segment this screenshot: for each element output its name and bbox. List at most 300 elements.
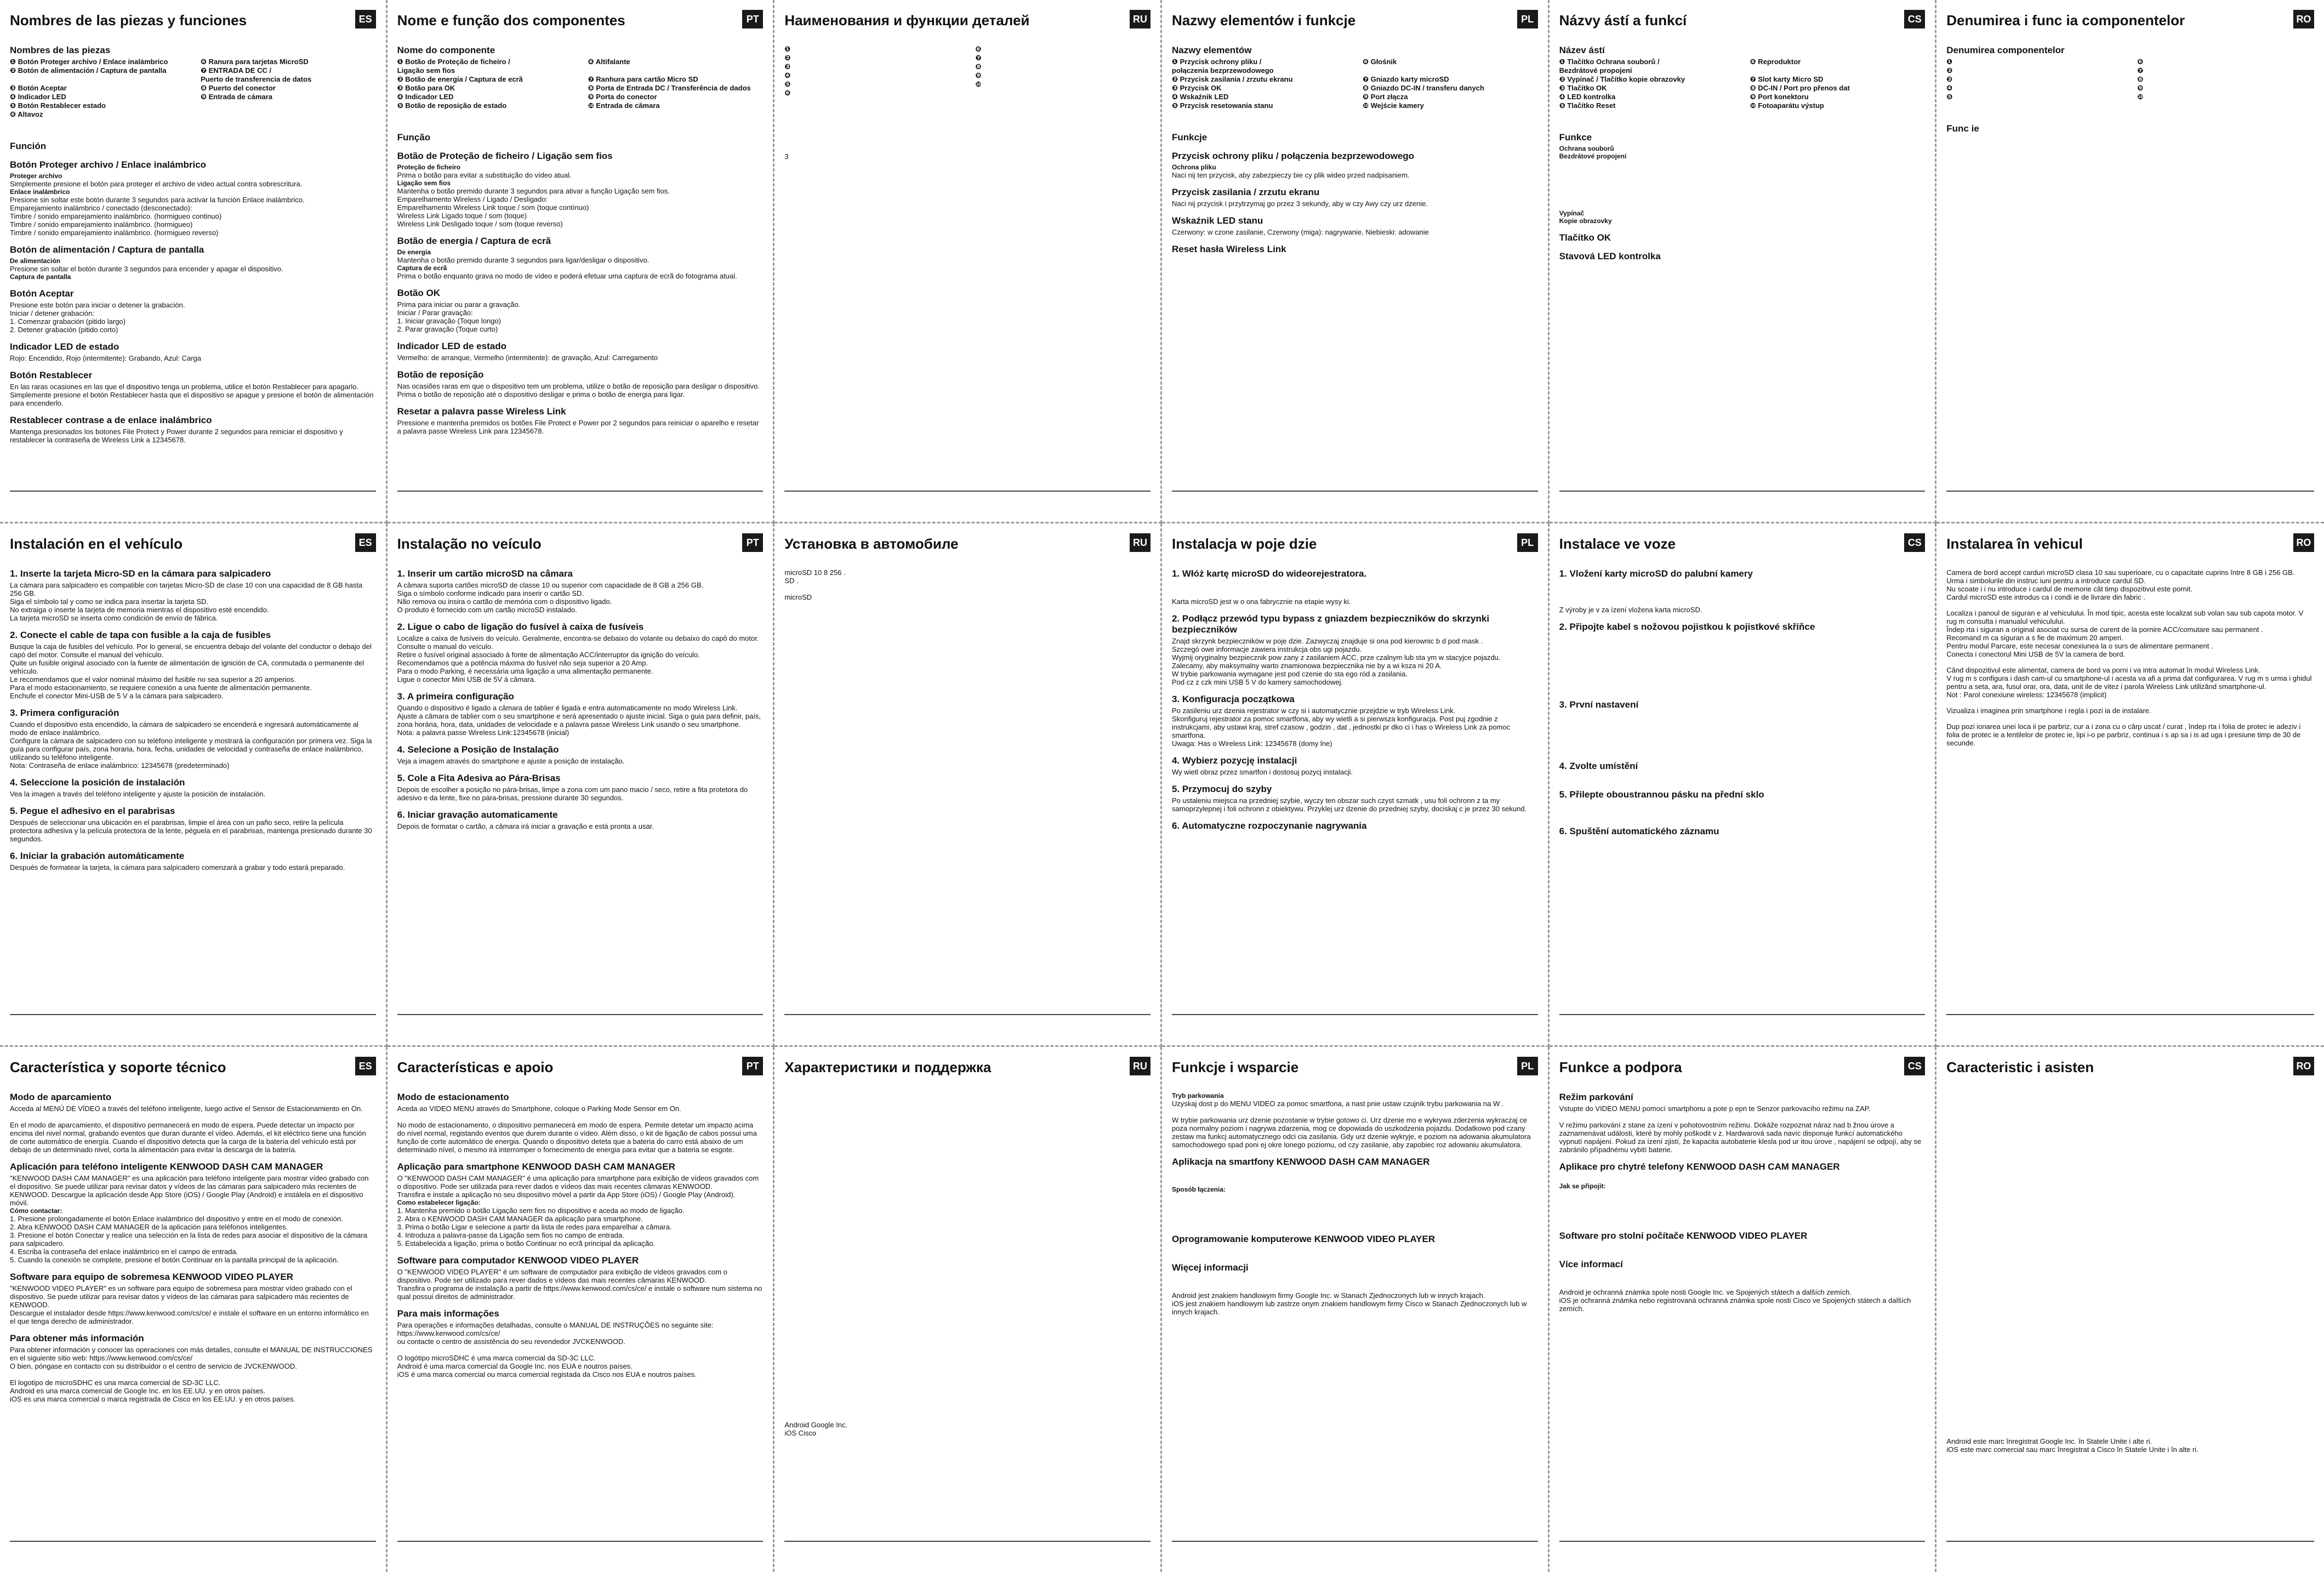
panel-title: Установка в автомобиле [784, 536, 959, 552]
body-text [1559, 634, 1926, 692]
body-text: Después de seleccionar una ubicación en el parabrisas, limpie el área con un paño seco, retire la película protectora adhesiva y la película protectora de la lente, péguela en el parabrisas, mantenga presionado durante 30 segundos. [10, 818, 372, 843]
panel-es-1 [0, 0, 388, 523]
panel-title: Nazwy elementów i funkcje [1171, 12, 1356, 29]
section-heading: Funkce [1559, 132, 1592, 143]
panel-ro-3 [1936, 1047, 2324, 1572]
body-text: Presione sin soltar el botón durante 3 segundos para encender y apagar el dispositivo. [10, 265, 283, 273]
part-name: ❺ [784, 80, 791, 88]
part-name: ❻ [975, 45, 982, 53]
section-heading: Software para computador KENWOOD VIDEO PLAYER [397, 1255, 639, 1266]
footer-rule [1559, 1014, 1926, 1015]
language-badge: RO [2293, 533, 2314, 552]
part-name: ❼ Gniazdo karty microSD [1362, 75, 1449, 83]
section-heading: Para obtener más información [10, 1333, 144, 1343]
section-heading: Indicador LED de estado [397, 341, 506, 351]
panel-title: Instalacja w poje dzie [1171, 536, 1317, 552]
part-name: ❹ LED kontrolka [1559, 93, 1616, 101]
footer-rule [784, 491, 1150, 492]
parts-list [1172, 58, 1538, 110]
footer-rule [1946, 1541, 2314, 1542]
part-name: ❶ Botão de Proteção de ficheiro / Ligação sem fios [397, 58, 510, 75]
language-badge: RO [2293, 1057, 2314, 1075]
part-name: ❻ Altavoz [10, 110, 43, 118]
part-name: ❷ Botón de alimentación / Captura de pantalla [10, 66, 167, 75]
section-heading: 4. Seleccione la posición de instalación [10, 777, 185, 788]
part-name: ❿ Entrada de câmara [588, 101, 660, 110]
section-heading: Software pro stolní počítače KENWOOD VIDEO PLAYER [1559, 1231, 1808, 1241]
footer-rule [10, 491, 376, 492]
body-text: En las raras ocasiones en las que el dispositivo tenga un problema, utilice el botón Restablecer para apagarlo. Simplemente presione el botón Restablecer hasta que el dispositivo se apague y presione el botón de alimentación para encenderlo. [10, 383, 374, 407]
section [784, 568, 1150, 601]
part-name: ❺ [1946, 93, 1953, 101]
part-name: ❶ Przycisk ochrony pliku / połączenia bezprzewodowego [1171, 58, 1274, 75]
body-text: Mantenha o botão premido durante 3 segundos para ligar/desligar o dispositivo. [397, 256, 650, 264]
body-text: Wy wietl obraz przez smartfon i dostosuj pozycj instalacji. [1171, 768, 1353, 776]
section [1172, 45, 1538, 110]
section [10, 630, 376, 700]
part-name: ❸ Botão para OK [397, 84, 455, 92]
section [1559, 826, 1926, 837]
footer-rule [1946, 491, 2314, 492]
body-text: Acceda al MENÚ DE VÍDEO a través del teléfono inteligente, luego active el Sensor de Estacionamiento en On. En el modo de aparcamiento, el dispositivo permanecerá en modo de espera. Puede detectar un impacto por encima del nivel normal, grabando eventos que duran durante el vídeo. Además, el kit eléctrico tiene una función de corte automático de energía. Cuando el dispositivo detecta que la carga de la batería del vehículo está por debajo de un determinado nivel, corta la alimentación para evitar la descarga de la batería. [10, 1104, 366, 1154]
part-name: ❽ [975, 62, 982, 71]
body-text [1559, 1174, 1926, 1182]
body-text: Camera de bord accept carduri microSD clasa 10 sau superioare, cu o capacitate cuprins între 8 GB i 256 GB. Urma i simbolurile din instruc iuni pentru a introduce cardul SD. Nu scoate i i nu introduce i cardul de memorie cât timp dispozitivul este pornit. Cardul microSD este introdus ca i condi ie de livrare din fabric . [1946, 568, 2295, 601]
section [10, 806, 376, 843]
body-text: Android jest znakiem handlowym firmy Google Inc. w Stanach Zjednoczonych lub w innych krajach. iOS jest znakiem handlowym lub zastrze onym znakiem handlowym firmy Cisco w Stanach Zjednoczonych lub w innych krajach. [1171, 1291, 1527, 1316]
part-name: ❹ Indicador LED [397, 93, 454, 101]
language-badge: ES [355, 1057, 376, 1075]
section [397, 773, 764, 802]
footer-rule [1946, 1014, 2314, 1015]
section-heading: 6. Automatyczne rozpoczynanie nagrywania [1171, 821, 1367, 831]
section [10, 244, 376, 281]
section [10, 341, 376, 362]
section-heading: 3. A primeira configuração [397, 691, 514, 702]
section-heading: Botón Aceptar [10, 288, 74, 299]
section [1172, 568, 1538, 606]
body-text: Znajd skrzynk bezpieczników w poje dzie. Zazwyczaj znajduje si ona pod kierownic b d pod mask . Szczegó owe informacje zawiera instrukcja obs ugi pojazdu. Wyjmij oryginalny bezpiecznik pow zany z zasilaniem ACC, prze czalnym lub sta ym w stacyjce pojazdu. Zalecamy, aby maksymalny warto znamionowa bezpiecznika nie by a wi ksza ni 20 A. W trybie parkowania wymagane jest pod czenie do sta ego ród a zasilania. Pod cz z czk mini USB 5 V do kamery samochodowej. [1171, 637, 1501, 686]
body-text: Después de formatear la tarjeta, la cámara para salpicadero comenzará a grabar y todo estará preparado. [10, 863, 345, 872]
section-heading: Aplikacja na smartfony KENWOOD DASH CAM MANAGER [1171, 1157, 1430, 1167]
section [10, 1161, 376, 1264]
body-text: Vea la imagen a través del teléfono inteligente y ajuste la posición de instalación. [10, 790, 266, 798]
language-badge: CS [1904, 533, 1925, 552]
section-heading: Aplicação para smartphone KENWOOD DASH CAM MANAGER [397, 1161, 675, 1172]
section-heading: Nome do componente [397, 45, 495, 55]
section [1172, 187, 1538, 208]
body-text: "KENWOOD DASH CAM MANAGER" es una aplicación para teléfono inteligente para mostrar vídeo grabado con el dispositivo. Se puede utilizar para revisar datos y vídeos de las cámaras para salpicadero más recientes de KENWOOD. Descargue la aplicación desde App Store (iOS) / Google Play (Android) e instálela en el dispositivo móvil. [10, 1174, 369, 1207]
part-name: ❺ Botón Restablecer estado [10, 101, 106, 110]
body-text: Para obtener información y conocer las operaciones con más detalles, consulte el MANUAL DE INSTRUCCIONES en el siguiente sitio web: https://www.kenwood.com/cs/ce/ O bien, póngase en contacto con su distribuidor o el centro de servicio de JVCKENWOOD. El logotipo de microSDHC es una marca comercial de SD-3C LLC. Android es una marca comercial de Google Inc. en los EE.UU. y en otros países. iOS es una marca comercial o marca registrada de Cisco en los EE.UU. y en otros países. [10, 1346, 373, 1403]
section-heading: 5. Cole a Fita Adesiva ao Pára-Brisas [397, 773, 561, 783]
section-heading: Modo de aparcamiento [10, 1092, 112, 1102]
section-heading: Wskaźnik LED stanu [1171, 215, 1263, 226]
part-name: ❿ Fotoaparátu výstup [1750, 101, 1824, 110]
part-name: ❼ ENTRADA DE CC / Puerto de transferencia de datos [201, 66, 312, 83]
section-heading: Botón de alimentación / Captura de pantalla [10, 244, 204, 255]
panel-ro-1 [1936, 0, 2324, 523]
panel-ru-1 [774, 0, 1162, 523]
section-heading: Botón Proteger archivo / Enlace inalámbrico [10, 160, 207, 170]
language-badge: RU [1130, 10, 1150, 29]
body-text: Karta microSD jest w o ona fabrycznie na etapie wysy ki. [1171, 597, 1351, 606]
body-text: 3 [784, 152, 789, 161]
section [1559, 45, 1926, 110]
body-text [1559, 773, 1926, 782]
section-heading: 4. Selecione a Posição de Instalação [397, 744, 559, 755]
body-text: Când dispozitivul este alimentat, camera de bord va porni i va intra automat în modul Wireless Link. V rug m s configura i dash cam-ul cu smartphone-ul i acesta va afi a prima dat configurarea. V rug m s urma i ghidul pentru a seta, ara, fusul orar, ora, data, unit ile de vitez i parola Wireless Link utilizând smartphone-ul. Not : Parol conexiune wireless: 12345678 (implicit) [1946, 666, 2312, 699]
body-text: La cámara para salpicadero es compatible con tarjetas Micro-SD de clase 10 con una capacidad de 8 GB hasta 256 GB. Siga el símbolo tal y como se indica para insertar la tarjeta SD. No extraiga o inserte la tarjeta de memoria mientras el dispositivo esté encendido. La tarjeta microSD se inserta como condición de envío de fábrica. [10, 581, 363, 622]
part-name: ❾ Entrada de cámara [201, 93, 272, 101]
part-name: ❻ Głośnik [1362, 58, 1397, 66]
body-text: A câmara suporta cartões microSD de classe 10 ou superior com capacidade de 8 GB a 256 GB. Siga o símbolo conforme indicado para inserir o cartão SD. Não remova ou insira o cartão de memória com o dispositivo ligado. O produto é fornecido com um cartão microSD instalado. [397, 581, 704, 614]
section [397, 341, 764, 362]
section [397, 369, 764, 398]
section [1559, 622, 1926, 692]
parts-list [397, 58, 764, 110]
section [1559, 232, 1926, 243]
section-heading: Název ástí [1559, 45, 1605, 55]
panel-ru-3 [774, 1047, 1162, 1572]
panel-title: Instalación en el vehículo [10, 536, 183, 552]
section [1559, 789, 1926, 818]
body-text: Po ustaleniu miejsca na przedniej szybie, wyczy ten obszar such czyst szmatk , usu foli ochronn z ta my samoprzylepnej i foli ochronn z obiektywu. Przyklej urz dzenie do przedniej szyby, dociskaj c je przez 30 sekund. [1171, 796, 1527, 813]
part-name: ❹ [1946, 84, 1953, 92]
section [1172, 821, 1538, 831]
language-badge: RU [1130, 533, 1150, 552]
section-heading: 1. Vložení karty microSD do palubní kamery [1559, 568, 1753, 579]
section [1172, 694, 1538, 748]
section [784, 1092, 1150, 1437]
section [1172, 784, 1538, 813]
panel-ru-2 [774, 523, 1162, 1047]
part-name: ❸ Przycisk OK [1171, 84, 1222, 92]
language-badge: PT [742, 1057, 763, 1075]
section [1559, 1092, 1926, 1154]
subheading: Captura de ecrã [397, 264, 447, 272]
language-badge: PT [742, 533, 763, 552]
section [397, 288, 764, 333]
section [397, 1092, 764, 1154]
body-text [1172, 1246, 1538, 1255]
panel-title: Caracteristic i asisten [1946, 1059, 2094, 1075]
subheading: Captura de pantalla [10, 273, 71, 281]
body-text: 1. Mantenha premido o botão Ligação sem fios no dispositivo e aceda ao modo de ligação. 2. Abra o KENWOOD DASH CAM MANAGER da aplicação para smartphone. 3. Prima o botão Ligar e selecione a partir da lista de redes para emparelhar a câmara. 4. Introduza a palavra-passe da Ligação sem fios no campo de entrada. 5. Estabelecida a ligação, prima o botão Continuar no ecrã principal da aplicação. [397, 1206, 685, 1248]
panel-pl-1 [1162, 0, 1550, 523]
body-text: Android este marc înregistrat Google Inc. în Statele Unite i alte ri. iOS este marc comercial sau marc înregistrat a Cisco în Statele Unite i în alte ri. [1946, 1437, 2198, 1454]
section-heading: Nazwy elementów [1171, 45, 1252, 55]
subheading: Ochrana souborů [1559, 145, 1614, 152]
section-heading: Reset hasła Wireless Link [1171, 244, 1286, 254]
body-text: Naci nij ten przycisk, aby zabezpieczy bie cy plik wideo przed nadpisaniem. [1171, 171, 1410, 179]
part-name: ❽ [2137, 75, 2144, 83]
section-heading: Función [10, 141, 47, 151]
body-text: Prima o botão para evitar a substituição do vídeo atual. [397, 171, 572, 179]
part-name: ❻ Ranura para tarjetas MicroSD [201, 58, 309, 66]
body-text: "KENWOOD VIDEO PLAYER" es un software para equipo de sobremesa para mostrar vídeo grabado con el dispositivo. Se puede utilizar para revisar datos y vídeos de las cámaras para salpicadero más recientes de KENWOOD. Descargue el instalador desde https://www.kenwood.com/cs/ce/ e instale el software en un entorno informático en el que tenga derecho de administrador. [10, 1284, 369, 1325]
panel-title: Funkcje i wsparcie [1171, 1059, 1299, 1075]
panel-ro-2 [1936, 523, 2324, 1047]
section [1559, 1161, 1926, 1223]
section-heading: 4. Zvolte umístění [1559, 761, 1638, 771]
part-name: ❽ DC-IN / Port pro přenos dat [1750, 84, 1850, 92]
section [397, 1161, 764, 1248]
section [10, 1092, 376, 1154]
footer-rule [1172, 1541, 1538, 1542]
body-text: Android je ochranná známka spole nosti Google Inc. ve Spojených státech a dalších zemích. iOS je ochranná známka nebo registrovaná ochranná známka spole nosti Cisco ve Spojených státech a dalších zemích. [1559, 1288, 1911, 1313]
language-badge: CS [1904, 10, 1925, 29]
section [1559, 699, 1926, 753]
footer-rule [784, 1541, 1150, 1542]
part-name: ❺ Botão de reposição de estado [397, 101, 507, 110]
footer-rule [1172, 1014, 1538, 1015]
panel-title: Denumirea i func ia componentelor [1946, 12, 2185, 29]
body-text: Po zasileniu urz dzenia rejestrator w czy si i automatycznie przejdzie w tryb Wireless Link. Skonfiguruj rejestrator za pomoc smartfona, aby wy wietli a si pierwsza konfiguracja. Post puj zgodnie z instrukcjami, aby ustawi kraj, stref czasow , godzin , dat , jednostki pr dko ci i has o Wireless Link za pomoc smartfona. Uwaga: Has o Wireless Link: 12345678 (domy lne) [1171, 707, 1510, 748]
section-heading: Restablecer contrase a de enlace inalámbrico [10, 415, 212, 425]
body-text: 1. Presione prolongadamente el botón Enlace inalámbrico del dispositivo y entre en el modo de conexión. 2. Abra KENWOOD DASH CAM MANAGER de la aplicación para teléfonos inteligentes. 3. Presione el botón Conectar y realice una selección en la lista de redes para asociar el dispositivo de la cámara para salpicadero. 4. Escriba la contraseña del enlace inalámbrico en el campo de entrada. 5. Cuando la conexión se complete, presione el botón Continuar en la pantalla principal de la aplicación. [10, 1215, 367, 1264]
body-text: O "KENWOOD VIDEO PLAYER" é um software de computador para exibição de vídeos gravados com o dispositivo. Pode ser utilizado para rever dados e vídeos das mais recentes câmaras KENWOOD. Transfira o programa de instalação a partir de https://www.kenwood.com/cs/ce/ e instale o software num sistema no qual possui direitos de administrador. [397, 1268, 762, 1301]
section [1946, 722, 2314, 747]
panel-cs-1 [1550, 0, 1937, 523]
language-badge: PL [1517, 1057, 1538, 1075]
language-badge: ES [355, 10, 376, 29]
footer-rule [397, 1541, 764, 1542]
subheading: Ochrona pliku [1171, 163, 1216, 171]
part-name: ❻ [2137, 58, 2144, 66]
part-name: ❷ [784, 54, 791, 62]
part-name: ❼ Slot karty Micro SD [1750, 75, 1824, 83]
body-text: Quando o dispositivo é ligado a câmara de tablier é ligada e entra automaticamente no modo Wireless Link. Ajuste a câmara de tablier com o seu smartphone e será apresentado o ajuste inicial. Siga o guia para definir, país, zona horária, hora, data, unidades de velocidade e a palavra passe Wireless Link usando o seu smartphone. Nota: a palavra passe Wireless Link:12345678 (inicial) [397, 704, 761, 737]
footer-rule [397, 491, 764, 492]
part-name: ❶ Tlačítko Ochrana souborů / Bezdrátové propojení [1559, 58, 1660, 75]
section [10, 141, 376, 152]
body-text: Mantenga presionados los botones File Protect y Power durante 2 segundos para reiniciar el dispositivo y restablecer la contraseña de Wireless Link a 12345678. [10, 428, 343, 444]
panel-pt-2 [388, 523, 775, 1047]
section-heading: Více informací [1559, 1259, 1623, 1269]
body-text: Para operações e informações detalhadas, consulte o MANUAL DE INSTRUÇÕES no seguinte site: https://www.kenwood.com/cs/ce/ ou contacte o centro de assistência do seu revendedor JVCKENWOOD. O logótipo microSDHC é uma marca comercial da SD-3C LLC. Android é uma marca comercial da Google Inc. nos EUA e noutros países. iOS é uma marca comercial ou marca comercial registada da Cisco nos EUA e noutros países. [397, 1321, 714, 1379]
subheading: Tryb parkowania [1171, 1092, 1224, 1100]
section-heading: Aplikace pro chytré telefony KENWOOD DASH CAM MANAGER [1559, 1161, 1840, 1172]
language-badge: CS [1904, 1057, 1925, 1075]
part-name [201, 110, 376, 119]
section-heading: 6. Iniciar la grabación automáticamente [10, 851, 185, 861]
body-text: Czerwony: w czone zasilanie, Czerwony (miga): nagrywanie, Niebieski: adowanie [1171, 228, 1429, 236]
parts-list [10, 58, 376, 119]
language-badge: PT [742, 10, 763, 29]
section [1172, 755, 1538, 776]
part-name: ❿ Wejście kamery [1362, 101, 1424, 110]
body-text: Veja a imagem através do smartphone e ajuste a posição de instalação. [397, 757, 625, 765]
body-text [1172, 1193, 1538, 1226]
body-text: Aceda ao VIDEO MENU através do Smartphone, coloque o Parking Mode Sensor em On. No modo de estacionamento, o dispositivo permanecerá em modo de espera. Permite detetar um impacto acima do nível normal, registando eventos que durem durante o vídeo. Além disso, o kit de ligação de cabos possui uma função de corte automático de energia. Quando o dispositivo deteta que a bateria do carro está abaixo de um determinado nível, o mesmo irá interromper o fornecimento de energia para evitar que a bateria se esgote. [397, 1104, 757, 1154]
section [1172, 1262, 1538, 1316]
part-name: ❻ Altifalante [588, 58, 630, 66]
language-badge: RU [1130, 1057, 1150, 1075]
section-heading: Przycisk ochrony pliku / połączenia bezprzewodowego [1171, 151, 1415, 161]
section [10, 45, 376, 119]
section [784, 119, 1150, 161]
subheading: Proteger archivo [10, 172, 62, 180]
body-text: Uzyskaj dost p do MENU VIDEO za pomoc smartfona, a nast pnie ustaw czujnik trybu parkowania na W . W trybie parkowania urz dzenie pozostanie w trybie gotowo ci. Urz dzenie mo e wykrywa zderzenia wykraczaj ce poza normalny poziom i nagrywa zdarzenia, mog ce dopowiada do uszkodzenia pojazdu. Dodatkowo pod czany zestaw ma funkcj automatycznego odci cia zasilania. Gdy urz dzenie wykryje, e poziom na adowania akumulatora samochodowego spad poni ej okre lonego poziomu, od czy zasilanie, aby zapobiec roz adowaniu akumulatora. [1171, 1100, 1531, 1149]
section-heading: Resetar a palavra passe Wireless Link [397, 406, 566, 417]
body-text: Prima o botão enquanto grava no modo de vídeo e poderá efetuar uma captura de ecrã do fotograma atual. [397, 272, 737, 280]
panel-title: Instalarea în vehicul [1946, 536, 2083, 552]
body-text: Android Google Inc. iOS Cisco [784, 1421, 848, 1437]
panel-title: Názvy ástí a funkcí [1559, 12, 1687, 29]
parts-list [784, 45, 1150, 98]
panel-pt-1 [388, 0, 775, 523]
section-heading: Nombres de las piezas [10, 45, 111, 55]
section [10, 1272, 376, 1325]
section [1946, 707, 2314, 715]
language-badge: RO [2293, 10, 2314, 29]
part-name: ❼ [2137, 66, 2144, 75]
body-text: Z výroby je v za ízení vložena karta microSD. [1559, 606, 1702, 614]
panel-pt-3 [388, 1047, 775, 1572]
part-name: ❹ Wskaźnik LED [1171, 93, 1229, 101]
section [1172, 151, 1538, 179]
footer-rule [784, 1014, 1150, 1015]
subheading: Sposób łączenia: [1171, 1186, 1226, 1193]
body-text [1172, 1169, 1538, 1186]
body-text: Simplemente presione el botón para proteger el archivo de video actual contra sobrescritura. [10, 180, 303, 188]
body-text: Depois de escolher a posição no pára-brisas, limpe a zona com um pano macio / seco, retire a fita protetora do adesivo e da lente, fixe no pára-brisas, pressione durante 30 segundos. [397, 785, 748, 802]
section [1946, 1092, 2314, 1454]
section-heading: Oprogramowanie komputerowe KENWOOD VIDEO PLAYER [1171, 1234, 1436, 1244]
section [10, 288, 376, 334]
subheading: Jak se připojit: [1559, 1182, 1606, 1190]
part-name: ❶ [784, 45, 791, 53]
section-heading: 2. Připojte kabel s nožovou pojistkou k pojistkové skříňce [1559, 622, 1815, 632]
panel-es-2 [0, 523, 388, 1047]
footer-rule [10, 1014, 376, 1015]
section-heading: Software para equipo de sobremesa KENWOOD VIDEO PLAYER [10, 1272, 294, 1282]
body-text [1559, 160, 1926, 209]
part-name: ❾ Port konektoru [1750, 93, 1809, 101]
body-text: Vstupte do VIDEO MENU pomocí smartphonu a pote p epn te Senzor parkovacího režimu na ZAP. V režimu parkování z stane za ízení v pohotovostním režimu. Dokáže rozpoznat náraz nad b žnou úrove a zaznamenávat události, které by mohly poškodit v z. Hardwarová sada navíc disponuje funkcí automatického vypnutí napájení. Pokud za ízení zjistí, že kapacita autobaterie klesla pod ur itou úrove , napájení se odpojí, aby se zabránilo případnému vybití baterie. [1559, 1104, 1922, 1154]
panel-title: Característica y soporte técnico [10, 1059, 226, 1075]
subheading: Vypínač [1559, 209, 1585, 217]
panel-title: Instalação no veículo [397, 536, 542, 552]
section-heading: 3. První nastavení [1559, 699, 1639, 710]
section [1172, 1092, 1538, 1149]
body-text [1559, 1190, 1926, 1223]
section-heading: Indicador LED de estado [10, 341, 119, 352]
subheading: De alimentación [10, 257, 61, 265]
footer-rule [10, 1541, 376, 1542]
section [1559, 761, 1926, 782]
section [10, 708, 376, 770]
section-heading: 2. Ligue o cabo de ligação do fusível à caixa de fusíveis [397, 622, 644, 632]
part-name: ❶ Botón Proteger archivo / Enlace inalámbrico [10, 58, 168, 66]
section [397, 810, 764, 830]
section [1946, 45, 2314, 101]
section [397, 236, 764, 280]
section [397, 691, 764, 737]
section [10, 777, 376, 798]
subheading: De energia [397, 248, 431, 256]
part-name: ❸ [784, 62, 791, 71]
section [10, 851, 376, 872]
section [1559, 251, 1926, 262]
part-name: ❿ [2137, 93, 2144, 101]
subheading: Cómo contactar: [10, 1207, 62, 1215]
body-text: Mantenha o botão premido durante 3 segundos para ativar a função Ligação sem fios. Emparelhamento Wireless / Ligado / Desligado: Emparelhamento Wireless Link toque / som (toque contínuo) Wireless Link Ligado toque / som (toque) Wireless Link Desligado toque / som (toque reverso) [397, 187, 670, 228]
subheading: Proteção de ficheiro [397, 163, 461, 171]
section-heading: Więcej informacji [1171, 1262, 1249, 1273]
section [397, 744, 764, 765]
language-badge: PL [1517, 10, 1538, 29]
section [1559, 132, 1926, 225]
section-heading: Stavová LED kontrolka [1559, 251, 1661, 261]
section [1172, 1234, 1538, 1255]
section-heading: Botón Restablecer [10, 370, 93, 380]
body-text [1559, 802, 1926, 818]
section [1559, 568, 1926, 614]
language-badge: PL [1517, 533, 1538, 552]
part-name: ❷ Przycisk zasilania / zrzutu ekranu [1171, 75, 1293, 83]
section [10, 160, 376, 237]
panel-title: Nome e função dos componentes [397, 12, 625, 29]
part-name: ❿ [975, 80, 982, 88]
body-text: Pressione e mantenha premidos os botões File Protect e Power por 2 segundos para reiniciar o aparelho e resetar a palavra passe Wireless Link para 12345678. [397, 419, 759, 435]
part-name: ❹ Indicador LED [10, 93, 66, 101]
section [10, 568, 376, 622]
part-name: ❾ [975, 71, 982, 79]
subheading: Ligação sem fios [397, 179, 451, 187]
section-heading: Func ie [1946, 123, 1979, 134]
section-heading: 3. Primera configuración [10, 708, 119, 718]
section-heading: Botão de reposição [397, 369, 484, 380]
part-name: ❽ Puerto del conector [201, 84, 276, 92]
parts-list [1946, 58, 2314, 101]
section [397, 132, 764, 143]
part-name: ❾ Port złącza [1362, 93, 1408, 101]
part-name: ❼ Ranhura para cartão Micro SD [588, 75, 698, 83]
part-name: ❸ Tlačítko OK [1559, 84, 1607, 92]
section-heading: 1. Inserir um cartão microSD na câmara [397, 568, 573, 579]
footer-rule [1559, 491, 1926, 492]
section-heading: 4. Wybierz pozycję instalacji [1171, 755, 1297, 766]
section [397, 1308, 764, 1379]
section-heading: 3. Konfiguracja początkowa [1171, 694, 1295, 704]
section-heading: 6. Spuštění automatického záznamu [1559, 826, 1719, 836]
part-name: ❺ Przycisk resetowania stanu [1171, 101, 1273, 110]
part-name: ❷ Botão de energia / Captura de ecrã [397, 75, 523, 83]
section [1172, 132, 1538, 143]
section-heading: Funkcje [1171, 132, 1207, 143]
section [1946, 123, 2314, 134]
body-text: Vizualiza i imaginea prin smartphone i regla i pozi ia de instalare. [1946, 707, 2151, 715]
section-heading: Przycisk zasilania / zrzutu ekranu [1171, 187, 1320, 197]
section-heading: Aplicación para teléfono inteligente KENWOOD DASH CAM MANAGER [10, 1161, 323, 1172]
section [397, 1255, 764, 1301]
section-heading: Botão de energia / Captura de ecrã [397, 236, 551, 246]
section [1172, 215, 1538, 236]
parts-list [1559, 58, 1926, 110]
section-heading: 1. Inserte la tarjeta Micro-SD en la cámara para salpicadero [10, 568, 271, 579]
section [1172, 244, 1538, 255]
section [1946, 609, 2314, 658]
part-name: ❶ [1946, 58, 1953, 66]
section-heading: 5. Přilepte oboustrannou pásku na přední sklo [1559, 789, 1764, 800]
part-name: ❷ [1946, 66, 1953, 75]
panel-pl-2 [1162, 523, 1550, 1047]
body-text [1559, 712, 1926, 753]
body-text: Rojo: Encendido, Rojo (intermitente): Grabando, Azul: Carga [10, 354, 202, 362]
panel-es-3 [0, 1047, 388, 1572]
